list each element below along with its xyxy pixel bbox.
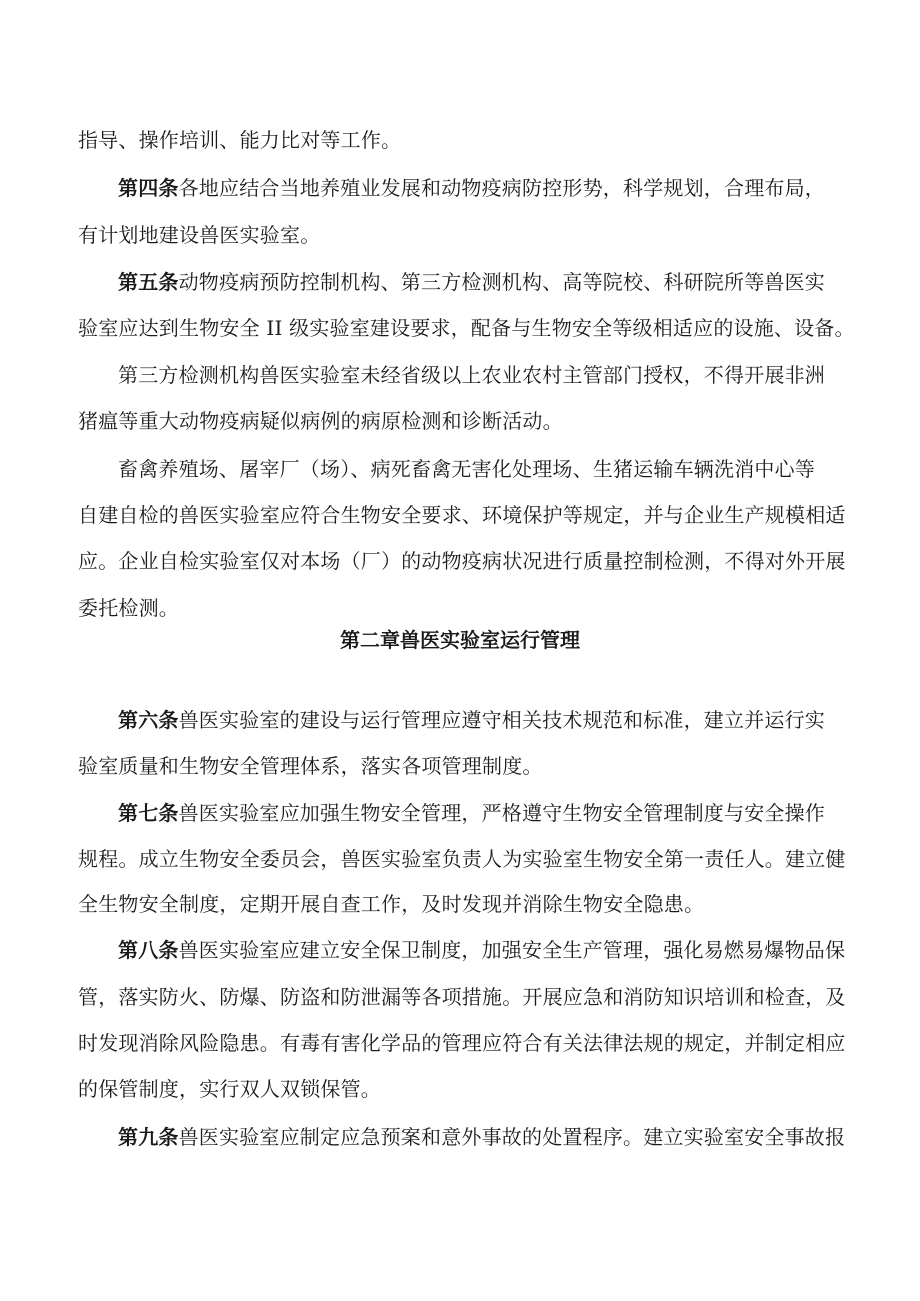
article-4-line-1 [118,174,848,202]
article-5-line-2: 验室应达到生物安全 II 级实验室建设要求，配备与生物安全等级相适应的设施、设备。 [78,316,855,340]
article-6-text: 兽医实验室的建设与运行管理应遵守相关技术规范和标准，建立并运行实 [178,708,826,732]
article-6-line-1 [118,706,848,734]
article-7-text: 兽医实验室应加强生物安全管理，严格遵守生物安全管理制度与安全操作 [178,801,826,825]
article-9-text: 兽医实验室应制定应急预案和意外事故的处置程序。建立实验室安全事故报 [178,1125,846,1149]
article-6-line-2: 验室质量和生物安全管理体系，落实各项管理制度。 [78,754,543,778]
article-5-para-2-line-2: 猪瘟等重大动物疫病疑似病例的病原检测和诊断活动。 [78,409,563,433]
article-5-para-3-line-4: 委托检测。 [78,596,179,620]
article-9-label: 第九条 [118,1125,179,1149]
article-4-line-2: 有计划地建设兽医实验室。 [78,223,321,247]
article-8-text: 兽医实验室应建立安全保卫制度，加强安全生产管理，强化易燃易爆物品保 [178,938,846,962]
article-5-text: 动物疫病预防控制机构、第三方检测机构、高等院校、科研院所等兽医实 [178,270,826,294]
article-8-line-3: 时发现消除风险隐患。有毒有害化学品的管理应符合有关法律法规的规定，并制定相应 [78,1031,846,1055]
article-8-line-1 [118,936,848,964]
chapter-title: 第二章兽医实验室运行管理 [340,628,580,652]
article-5-label: 第五条 [118,270,179,294]
article-5-para-3-line-1: 畜禽养殖场、屠宰厂（场）、病死畜禽无害化处理场、生猪运输车辆洗消中心等 [118,457,815,481]
article-5-para-3-line-3: 应。企业自检实验室仅对本场（厂）的动物疫病状况进行质量控制检测，不得对外开展 [78,549,846,573]
article-4-text: 各地应结合当地养殖业发展和动物疫病防控形势，科学规划，合理布局， [178,176,826,200]
article-7-line-2: 规程。成立生物安全委员会，兽医实验室负责人为实验室生物安全第一责任人。建立健 [78,847,846,871]
article-4-label: 第四条 [118,176,179,200]
article-5-line-1 [118,268,848,296]
article-5-para-3-line-2: 自建自检的兽医实验室应符合生物安全要求、环境保护等规定，并与企业生产规模相适 [78,503,846,527]
article-5-para-2-line-1: 第三方检测机构兽医实验室未经省级以上农业农村主管部门授权，不得开展非洲 [118,363,825,387]
article-7-line-1 [118,799,848,827]
article-8-line-2: 管，落实防火、防爆、防盗和防泄漏等各项措施。开展应急和消防知识培训和检查，及 [78,985,846,1009]
article-8-line-4: 的保管制度，实行双人双锁保管。 [78,1077,381,1101]
article-7-line-3: 全生物安全制度，定期开展自查工作，及时发现并消除生物安全隐患。 [78,892,705,916]
article-7-label: 第七条 [118,801,179,825]
paragraph-continuation-line: 指导、操作培训、能力比对等工作。 [78,128,402,152]
article-9-line-1 [118,1123,848,1151]
article-6-label: 第六条 [118,708,179,732]
article-8-label: 第八条 [118,938,179,962]
